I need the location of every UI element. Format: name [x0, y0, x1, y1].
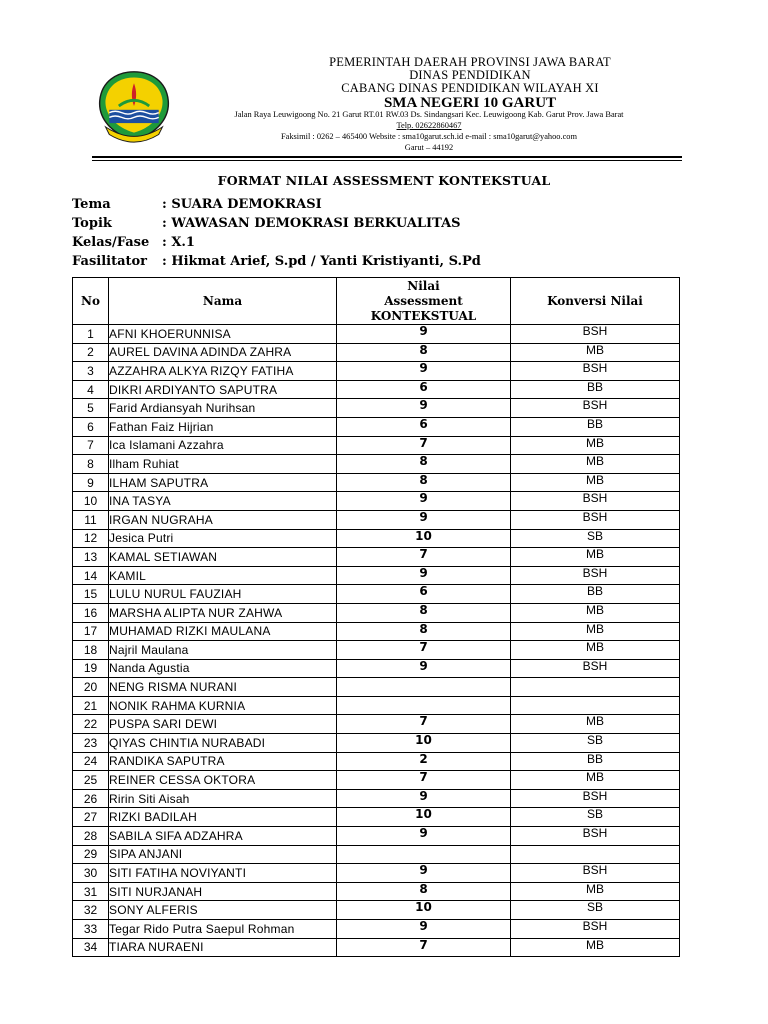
student-name: Nanda Agustia [109, 659, 337, 678]
grade-conversion [511, 696, 680, 715]
row-number: 1 [73, 325, 109, 344]
table-row [73, 696, 680, 715]
row-number: 24 [73, 752, 109, 771]
meta-tema-value: : SUARA DEMOKRASI [162, 197, 322, 212]
student-name: SIPA ANJANI [109, 845, 337, 864]
student-name: NENG RISMA NURANI [109, 678, 337, 697]
assessment-score [337, 678, 511, 697]
assessment-score: 8 [337, 603, 511, 622]
student-name: SABILA SIFA ADZAHRA [109, 827, 337, 846]
letterhead-city: Garut – 44192 [404, 143, 454, 152]
assessment-score: 8 [337, 882, 511, 901]
meta-fasilitator [72, 254, 481, 273]
assessment-score: 7 [337, 938, 511, 957]
table-row [73, 752, 680, 771]
grade-conversion: BSH [511, 510, 680, 529]
student-name: SITI NURJANAH [109, 882, 337, 901]
student-name: Fathan Faiz Hijrian [109, 417, 337, 436]
grade-conversion: MB [511, 548, 680, 567]
student-name: Ica Islamani Azzahra [109, 436, 337, 455]
assessment-score: 9 [337, 566, 511, 585]
assessment-score: 9 [337, 492, 511, 511]
table-row [73, 529, 680, 548]
column-header-no: No [73, 278, 109, 325]
grade-conversion: BSH [511, 864, 680, 883]
student-name: REINER CESSA OKTORA [109, 771, 337, 790]
student-name: Farid Ardiansyah Nurihsan [109, 399, 337, 418]
grade-conversion: BSH [511, 789, 680, 808]
student-name: QIYAS CHINTIA NURABADI [109, 734, 337, 753]
grade-conversion: BB [511, 417, 680, 436]
student-name: MUHAMAD RIZKI MAULANA [109, 622, 337, 641]
table-row [73, 548, 680, 567]
row-number: 5 [73, 399, 109, 418]
grade-conversion: BSH [511, 827, 680, 846]
table-row [73, 585, 680, 604]
grade-conversion: MB [511, 882, 680, 901]
table-row [73, 417, 680, 436]
student-name: SITI FATIHA NOVIYANTI [109, 864, 337, 883]
meta-tema-label: Tema [72, 197, 111, 212]
row-number: 14 [73, 566, 109, 585]
assessment-score: 9 [337, 789, 511, 808]
letterhead-contact: Faksimil : 0262 – 465400 Website : sma10garut.sch.id e-mail : sma10garut@yahoo.com [280, 132, 577, 141]
assessment-score: 7 [337, 548, 511, 567]
meta-fasilitator-value: : Hikmat Arief, S.pd / Yanti Kristiyanti, S.Pd [162, 254, 481, 269]
grade-conversion: BB [511, 585, 680, 604]
assessment-score: 8 [337, 455, 511, 474]
column-header-nilai-line2: Assessment [384, 293, 463, 308]
row-number: 20 [73, 678, 109, 697]
table-row [73, 734, 680, 753]
grade-conversion: MB [511, 771, 680, 790]
assessment-score: 7 [337, 436, 511, 455]
meta-kelas-value: : X.1 [162, 235, 195, 250]
table-row [73, 920, 680, 939]
letterhead-text [258, 56, 682, 112]
student-name: KAMAL SETIAWAN [109, 548, 337, 567]
grade-conversion: MB [511, 436, 680, 455]
row-number: 28 [73, 827, 109, 846]
table-row [73, 399, 680, 418]
student-name: KAMIL [109, 566, 337, 585]
student-name: TIARA NURAENI [109, 938, 337, 957]
row-number: 34 [73, 938, 109, 957]
letterhead-department: DINAS PENDIDIKAN [409, 68, 531, 82]
assessment-score: 8 [337, 473, 511, 492]
document-title: FORMAT NILAI ASSESSMENT KONTEKSTUAL [217, 173, 551, 188]
table-row [73, 510, 680, 529]
assessment-score: 10 [337, 808, 511, 827]
assessment-score: 8 [337, 622, 511, 641]
grade-conversion [511, 845, 680, 864]
student-name: PUSPA SARI DEWI [109, 715, 337, 734]
row-number: 31 [73, 882, 109, 901]
assessment-score: 9 [337, 920, 511, 939]
row-number: 13 [73, 548, 109, 567]
table-row [73, 362, 680, 381]
table-row [73, 715, 680, 734]
grade-conversion: MB [511, 622, 680, 641]
assessment-score: 8 [337, 343, 511, 362]
row-number: 2 [73, 343, 109, 362]
assessment-score: 2 [337, 752, 511, 771]
table-header-row [73, 278, 680, 325]
row-number: 32 [73, 901, 109, 920]
row-number: 3 [73, 362, 109, 381]
student-name: RANDIKA SAPUTRA [109, 752, 337, 771]
table-row [73, 882, 680, 901]
row-number: 30 [73, 864, 109, 883]
student-name: AFNI KHOERUNNISA [109, 325, 337, 344]
assessment-score: 6 [337, 380, 511, 399]
table-row [73, 622, 680, 641]
west-java-emblem-icon [96, 68, 172, 144]
assessment-score [337, 696, 511, 715]
assessment-score: 9 [337, 399, 511, 418]
row-number: 6 [73, 417, 109, 436]
grade-conversion: MB [511, 715, 680, 734]
row-number: 15 [73, 585, 109, 604]
assessment-score: 7 [337, 771, 511, 790]
student-name: Jesica Putri [109, 529, 337, 548]
table-row [73, 789, 680, 808]
row-number: 19 [73, 659, 109, 678]
table-row [73, 436, 680, 455]
meta-kelas [72, 235, 481, 254]
grade-conversion: BSH [511, 659, 680, 678]
row-number: 8 [73, 455, 109, 474]
row-number: 23 [73, 734, 109, 753]
table-row [73, 808, 680, 827]
student-name: Ririn Siti Aisah [109, 789, 337, 808]
assessment-score: 9 [337, 510, 511, 529]
letterhead-rule-thick [92, 156, 682, 158]
grade-conversion: BSH [511, 492, 680, 511]
table-row [73, 473, 680, 492]
row-number: 22 [73, 715, 109, 734]
assessment-score: 7 [337, 715, 511, 734]
column-header-nama: Nama [109, 278, 337, 325]
meta-kelas-label: Kelas/Fase [72, 235, 150, 250]
grade-conversion: MB [511, 473, 680, 492]
grade-conversion: BSH [511, 920, 680, 939]
column-header-konversi: Konversi Nilai [511, 278, 680, 325]
student-name: SONY ALFERIS [109, 901, 337, 920]
letterhead-branch: CABANG DINAS PENDIDIKAN WILAYAH XI [341, 81, 599, 95]
student-name: Ilham Ruhiat [109, 455, 337, 474]
row-number: 33 [73, 920, 109, 939]
table-row [73, 659, 680, 678]
table-row [73, 492, 680, 511]
grade-conversion: SB [511, 734, 680, 753]
grade-conversion: MB [511, 641, 680, 660]
row-number: 27 [73, 808, 109, 827]
meta-topik-label: Topik [72, 216, 112, 231]
letterhead-telephone: Telp. 02622860467 [396, 121, 462, 130]
grades-table [72, 277, 680, 957]
meta-tema [72, 197, 481, 216]
table-row [73, 380, 680, 399]
grade-conversion: SB [511, 529, 680, 548]
row-number: 17 [73, 622, 109, 641]
row-number: 7 [73, 436, 109, 455]
table-row [73, 938, 680, 957]
table-row [73, 455, 680, 474]
table-row [73, 603, 680, 622]
grade-conversion: MB [511, 343, 680, 362]
column-header-nilai-line3: KONTEKSTUAL [370, 308, 477, 323]
row-number: 26 [73, 789, 109, 808]
assessment-score: 9 [337, 659, 511, 678]
student-name: RIZKI BADILAH [109, 808, 337, 827]
letterhead-government: PEMERINTAH DAERAH PROVINSI JAWA BARAT [329, 55, 611, 69]
student-name: MARSHA ALIPTA NUR ZAHWA [109, 603, 337, 622]
grade-conversion: MB [511, 938, 680, 957]
table-row [73, 845, 680, 864]
table-row [73, 641, 680, 660]
column-header-nilai-line1: Nilai [407, 278, 440, 293]
student-name: Najril Maulana [109, 641, 337, 660]
grade-conversion: BSH [511, 325, 680, 344]
row-number: 9 [73, 473, 109, 492]
assessment-score: 10 [337, 734, 511, 753]
assessment-score: 6 [337, 417, 511, 436]
letterhead-rule-thin [92, 160, 682, 161]
assessment-score: 10 [337, 529, 511, 548]
row-number: 11 [73, 510, 109, 529]
grade-conversion: SB [511, 901, 680, 920]
grade-conversion: BSH [511, 566, 680, 585]
assessment-score: 9 [337, 362, 511, 381]
student-name: AUREL DAVINA ADINDA ZAHRA [109, 343, 337, 362]
meta-topik-value: : WAWASAN DEMOKRASI BERKUALITAS [162, 216, 461, 231]
table-row [73, 678, 680, 697]
table-row [73, 771, 680, 790]
column-header-nilai [337, 278, 511, 325]
student-name: Tegar Rido Putra Saepul Rohman [109, 920, 337, 939]
grade-conversion: SB [511, 808, 680, 827]
student-name: INA TASYA [109, 492, 337, 511]
letterhead [90, 56, 680, 160]
student-name: ILHAM SAPUTRA [109, 473, 337, 492]
table-row [73, 325, 680, 344]
letterhead-school-name: SMA NEGERI 10 GARUT [383, 95, 557, 111]
table-row [73, 343, 680, 362]
assessment-score: 10 [337, 901, 511, 920]
row-number: 29 [73, 845, 109, 864]
student-name: DIKRI ARDIYANTO SAPUTRA [109, 380, 337, 399]
grade-conversion: BSH [511, 399, 680, 418]
row-number: 18 [73, 641, 109, 660]
meta-fasilitator-label: Fasilitator [72, 254, 148, 269]
table-row [73, 827, 680, 846]
row-number: 25 [73, 771, 109, 790]
assessment-score [337, 845, 511, 864]
student-name: LULU NURUL FAUZIAH [109, 585, 337, 604]
grade-conversion: MB [511, 455, 680, 474]
grade-conversion: MB [511, 603, 680, 622]
assessment-meta [72, 197, 481, 273]
table-row [73, 566, 680, 585]
row-number: 12 [73, 529, 109, 548]
meta-topik [72, 216, 481, 235]
letterhead-address: Jalan Raya Leuwigoong No. 21 Garut RT.01 RW.03 Ds. Sindangsari Kec. Leuwigoong Kab. Garut Prov. Jawa Barat [234, 110, 624, 119]
student-name: NONIK RAHMA KURNIA [109, 696, 337, 715]
table-body [73, 325, 680, 957]
table-row [73, 901, 680, 920]
row-number: 16 [73, 603, 109, 622]
row-number: 10 [73, 492, 109, 511]
row-number: 4 [73, 380, 109, 399]
grade-conversion: BB [511, 752, 680, 771]
grade-conversion: BB [511, 380, 680, 399]
grade-conversion: BSH [511, 362, 680, 381]
row-number: 21 [73, 696, 109, 715]
student-name: IRGAN NUGRAHA [109, 510, 337, 529]
assessment-score: 9 [337, 827, 511, 846]
assessment-score: 9 [337, 325, 511, 344]
assessment-score: 7 [337, 641, 511, 660]
student-name: AZZAHRA ALKYA RIZQY FATIHA [109, 362, 337, 381]
table-row [73, 864, 680, 883]
assessment-score: 9 [337, 864, 511, 883]
grade-conversion [511, 678, 680, 697]
assessment-score: 6 [337, 585, 511, 604]
